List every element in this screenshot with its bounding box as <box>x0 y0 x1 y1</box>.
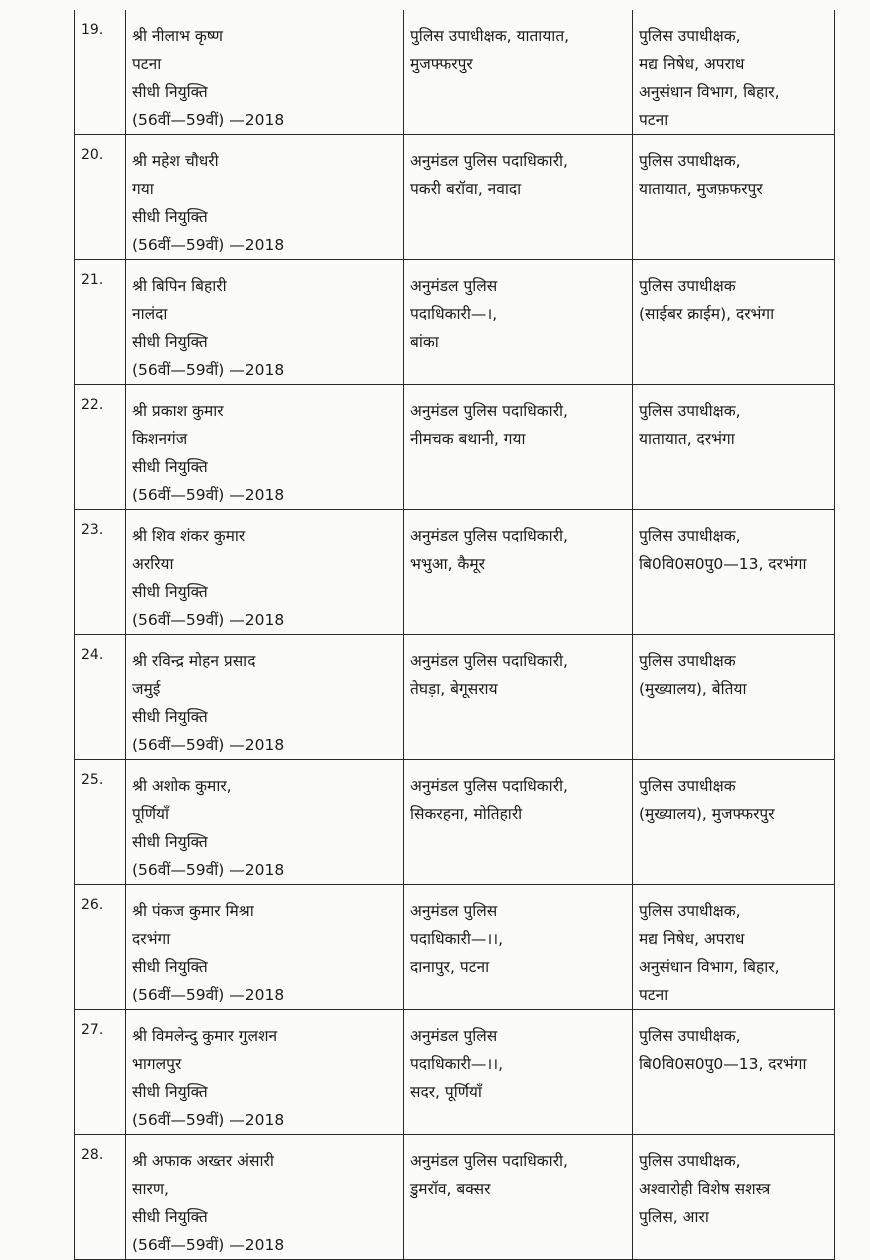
serial-number-cell: 28. <box>75 1135 126 1260</box>
appointment-type: सीधी नियुक्ति <box>132 333 208 351</box>
current-posting-line: अनुमंडल पुलिस पदाधिकारी, <box>410 777 568 795</box>
new-posting-cell <box>633 1010 835 1135</box>
new-posting-line: (मुख्यालय), मुजफ्फरपुर <box>639 805 775 823</box>
home-district: गया <box>132 180 154 198</box>
officer-name: श्री नीलाभ कृष्ण <box>132 27 223 45</box>
new-posting-line: मद्य निषेध, अपराध <box>639 55 745 73</box>
new-posting-cell <box>633 385 835 510</box>
current-posting-line: नीमचक बथानी, गया <box>410 430 526 448</box>
current-posting-line: दानापुर, पटना <box>410 958 490 976</box>
current-posting-cell <box>404 1135 633 1260</box>
batch-year: (56वीं—59वीं) —2018 <box>132 111 285 129</box>
new-posting-line: पुलिस उपाधीक्षक <box>639 652 736 670</box>
current-posting-cell <box>404 135 633 260</box>
officer-details-cell <box>126 885 404 1010</box>
officer-details-cell <box>126 260 404 385</box>
new-posting-line: पटना <box>639 111 669 129</box>
new-posting-line: अनुसंधान विभाग, बिहार, <box>639 958 780 976</box>
batch-year: (56वीं—59वीं) —2018 <box>132 861 285 879</box>
current-posting-line: डुमरॉव, बक्सर <box>410 1180 491 1198</box>
new-posting-line: पुलिस उपाधीक्षक, <box>639 1027 741 1045</box>
transfer-table-body <box>75 10 835 1260</box>
officer-name: श्री विमलेन्दु कुमार गुलशन <box>132 1027 278 1045</box>
current-posting-line: पदाधिकारी—।।, <box>410 930 504 948</box>
home-district: पटना <box>132 55 162 73</box>
current-posting-cell <box>404 1010 633 1135</box>
appointment-type: सीधी नियुक्ति <box>132 83 208 101</box>
batch-year: (56वीं—59वीं) —2018 <box>132 236 285 254</box>
new-posting-cell <box>633 260 835 385</box>
current-posting-line: अनुमंडल पुलिस <box>410 277 498 295</box>
new-posting-line: पुलिस उपाधीक्षक, <box>639 27 741 45</box>
new-posting-line: (साईबर क्राईम), दरभंगा <box>639 305 775 323</box>
batch-year: (56वीं—59वीं) —2018 <box>132 986 285 1004</box>
appointment-type: सीधी नियुक्ति <box>132 833 208 851</box>
current-posting-line: मुजफ्फरपुर <box>410 55 473 73</box>
table-row <box>75 10 835 135</box>
new-posting-line: यातायात, मुजफ़फरपुर <box>639 180 763 198</box>
new-posting-line: पुलिस उपाधीक्षक, <box>639 527 741 545</box>
officer-details-cell <box>126 385 404 510</box>
officer-details-cell <box>126 760 404 885</box>
new-posting-cell <box>633 510 835 635</box>
appointment-type: सीधी नियुक्ति <box>132 708 208 726</box>
current-posting-cell <box>404 510 633 635</box>
new-posting-line: पुलिस उपाधीक्षक, <box>639 402 741 420</box>
current-posting-line: पुलिस उपाधीक्षक, यातायात, <box>410 27 570 45</box>
home-district: अररिया <box>132 555 174 573</box>
serial-number-cell: 22. <box>75 385 126 510</box>
new-posting-line: मद्य निषेध, अपराध <box>639 930 745 948</box>
serial-number-cell: 19. <box>75 10 126 135</box>
current-posting-cell <box>404 385 633 510</box>
table-row <box>75 385 835 510</box>
serial-number-cell: 26. <box>75 885 126 1010</box>
officer-name: श्री बिपिन बिहारी <box>132 277 227 295</box>
new-posting-line: पुलिस उपाधीक्षक, <box>639 1152 741 1170</box>
new-posting-line: अश्वारोही विशेष सशस्त्र <box>639 1180 771 1198</box>
current-posting-line: अनुमंडल पुलिस पदाधिकारी, <box>410 1152 568 1170</box>
current-posting-line: अनुमंडल पुलिस <box>410 1027 498 1045</box>
new-posting-line: (मुख्यालय), बेतिया <box>639 680 747 698</box>
current-posting-cell <box>404 260 633 385</box>
current-posting-line: अनुमंडल पुलिस <box>410 902 498 920</box>
current-posting-line: अनुमंडल पुलिस पदाधिकारी, <box>410 527 568 545</box>
transfer-table <box>74 10 835 1260</box>
officer-details-cell <box>126 510 404 635</box>
batch-year: (56वीं—59वीं) —2018 <box>132 486 285 504</box>
table-row <box>75 760 835 885</box>
new-posting-line: बि0वि0स0पु0—13, दरभंगा <box>639 555 807 573</box>
officer-name: श्री रविन्द्र मोहन प्रसाद <box>132 652 256 670</box>
appointment-type: सीधी नियुक्ति <box>132 958 208 976</box>
new-posting-line: यातायात, दरभंगा <box>639 430 735 448</box>
appointment-type: सीधी नियुक्ति <box>132 1083 208 1101</box>
officer-name: श्री अफाक अख्तर अंसारी <box>132 1152 274 1170</box>
home-district: किशनगंज <box>132 430 188 448</box>
officer-name: श्री महेश चौधरी <box>132 152 219 170</box>
new-posting-cell <box>633 10 835 135</box>
new-posting-line: पटना <box>639 986 669 1004</box>
table-row <box>75 1010 835 1135</box>
new-posting-cell <box>633 635 835 760</box>
officer-name: श्री पंकज कुमार मिश्रा <box>132 902 254 920</box>
current-posting-line: तेघड़ा, बेगूसराय <box>410 680 498 698</box>
new-posting-line: पुलिस उपाधीक्षक <box>639 277 736 295</box>
serial-number-cell: 27. <box>75 1010 126 1135</box>
new-posting-line: पुलिस उपाधीक्षक <box>639 777 736 795</box>
current-posting-line: भभुआ, कैमूर <box>410 555 486 573</box>
current-posting-cell <box>404 635 633 760</box>
current-posting-line: अनुमंडल पुलिस पदाधिकारी, <box>410 652 568 670</box>
table-row <box>75 260 835 385</box>
appointment-type: सीधी नियुक्ति <box>132 1208 208 1226</box>
home-district: नालंदा <box>132 305 168 323</box>
officer-name: श्री प्रकाश कुमार <box>132 402 224 420</box>
table-row <box>75 510 835 635</box>
table-row <box>75 135 835 260</box>
current-posting-cell <box>404 885 633 1010</box>
current-posting-line: सिकरहना, मोतिहारी <box>410 805 523 823</box>
officer-name: श्री शिव शंकर कुमार <box>132 527 246 545</box>
current-posting-cell <box>404 760 633 885</box>
officer-details-cell <box>126 135 404 260</box>
appointment-type: सीधी नियुक्ति <box>132 583 208 601</box>
home-district: दरभंगा <box>132 930 171 948</box>
serial-number-cell: 25. <box>75 760 126 885</box>
officer-details-cell <box>126 1135 404 1260</box>
current-posting-line: पदाधिकारी—।।, <box>410 1055 504 1073</box>
new-posting-line: पुलिस उपाधीक्षक, <box>639 902 741 920</box>
officer-details-cell <box>126 1010 404 1135</box>
batch-year: (56वीं—59वीं) —2018 <box>132 1111 285 1129</box>
table-row <box>75 1135 835 1260</box>
serial-number-cell: 20. <box>75 135 126 260</box>
table-row <box>75 885 835 1010</box>
new-posting-line: पुलिस, आरा <box>639 1208 709 1226</box>
new-posting-line: अनुसंधान विभाग, बिहार, <box>639 83 780 101</box>
batch-year: (56वीं—59वीं) —2018 <box>132 611 285 629</box>
serial-number-cell: 21. <box>75 260 126 385</box>
new-posting-cell <box>633 1135 835 1260</box>
new-posting-cell <box>633 135 835 260</box>
home-district: पूर्णियाँ <box>132 805 170 823</box>
current-posting-line: बांका <box>410 333 439 351</box>
officer-details-cell <box>126 10 404 135</box>
appointment-type: सीधी नियुक्ति <box>132 458 208 476</box>
current-posting-line: पकरी बरॉवा, नवादा <box>410 180 522 198</box>
current-posting-line: पदाधिकारी—।, <box>410 305 498 323</box>
current-posting-line: अनुमंडल पुलिस पदाधिकारी, <box>410 152 568 170</box>
batch-year: (56वीं—59वीं) —2018 <box>132 1236 285 1254</box>
appointment-type: सीधी नियुक्ति <box>132 208 208 226</box>
new-posting-line: पुलिस उपाधीक्षक, <box>639 152 741 170</box>
batch-year: (56वीं—59वीं) —2018 <box>132 361 285 379</box>
officer-name: श्री अशोक कुमार, <box>132 777 232 795</box>
home-district: भागलपुर <box>132 1055 182 1073</box>
table-row <box>75 635 835 760</box>
current-posting-line: सदर, पूर्णियाँ <box>410 1083 482 1101</box>
new-posting-line: बि0वि0स0पु0—13, दरभंगा <box>639 1055 807 1073</box>
new-posting-cell <box>633 760 835 885</box>
current-posting-line: अनुमंडल पुलिस पदाधिकारी, <box>410 402 568 420</box>
current-posting-cell <box>404 10 633 135</box>
home-district: जमुई <box>132 680 161 698</box>
serial-number-cell: 23. <box>75 510 126 635</box>
officer-details-cell <box>126 635 404 760</box>
home-district: सारण, <box>132 1180 169 1198</box>
serial-number-cell: 24. <box>75 635 126 760</box>
batch-year: (56वीं—59वीं) —2018 <box>132 736 285 754</box>
new-posting-cell <box>633 885 835 1010</box>
